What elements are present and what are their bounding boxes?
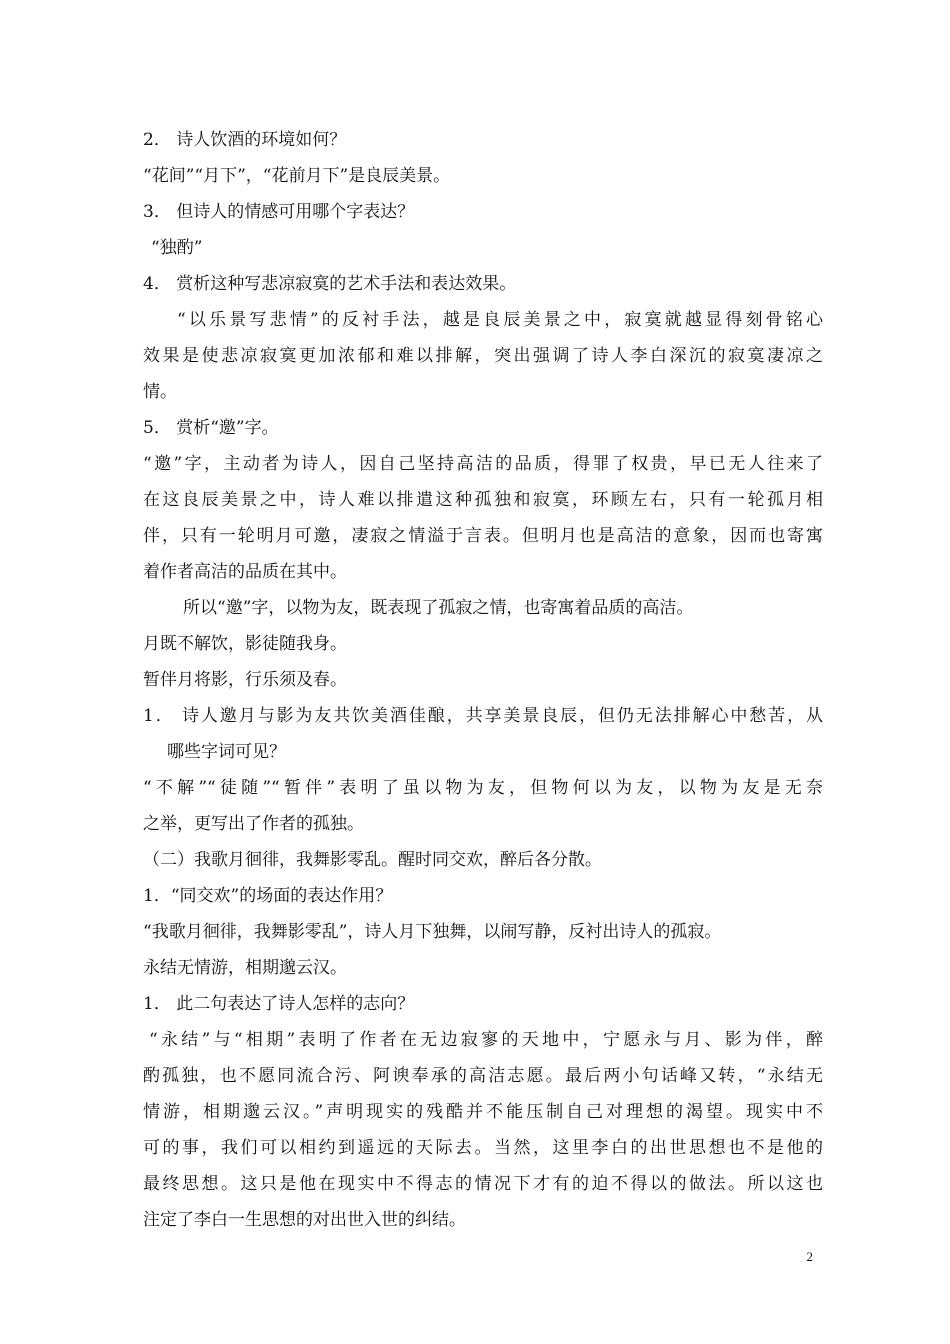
text-line: 所以“邀”字，以物为友，既表现了孤寂之情，也寄寓着品质的高洁。 [183, 598, 694, 618]
text-line: “以乐景写悲情”的反衬手法，越是良辰美景之中，寂寞就越显得刻骨铭心 [177, 310, 823, 330]
text-line: “邀”字，主动者为诗人，因自己坚持高洁的品质，得罪了权贵，早已无人往来了 [143, 454, 823, 474]
text-line: “独酌” [151, 238, 203, 258]
text-line: “花间”“月下”，“花前月下”是良辰美景。 [143, 166, 451, 186]
text-line: 在这良辰美景之中，诗人难以排遣这种孤独和寂寞，环顾左右，只有一轮孤月相 [143, 490, 823, 510]
text-line: 永结无情游，相期邈云汉。 [143, 958, 347, 978]
text-line: 伴，只有一轮明月可邀，凄寂之情溢于言表。但明月也是高洁的意象，因而也寄寓 [143, 526, 823, 546]
document-body [143, 122, 823, 1238]
text-line: 暂伴月将影，行乐须及春。 [143, 670, 347, 690]
text-line: 酌孤独，也不愿同流合污、阿谀奉承的高洁志愿。最后两小句话峰又转，“永结无 [143, 1066, 823, 1086]
text-line: 2． 诗人饮酒的环境如何？ [143, 130, 347, 150]
text-line: 效果是使悲凉寂寞更加浓郁和难以排解，突出强调了诗人李白深沉的寂寞凄凉之 [143, 346, 823, 366]
text-line: 情。 [143, 382, 177, 402]
text-line: 5． 赏析“邀”字。 [143, 418, 279, 438]
text-line: 1． 此二句表达了诗人怎样的志向？ [143, 994, 415, 1014]
text-line: 注定了李白一生思想的对出世入世的纠结。 [143, 1210, 466, 1230]
text-line: 4． 赏析这种写悲凉寂寞的艺术手法和表达效果。 [143, 274, 517, 294]
text-line: “我歌月徊徘，我舞影零乱”，诗人月下独舞，以闹写静，反衬出诗人的孤寂。 [143, 922, 722, 942]
text-line: 1． 诗人邀月与影为友共饮美酒佳酿，共享美景良辰，但仍无法排解心中愁苦，从 [143, 706, 823, 726]
text-line: 最终思想。这只是他在现实中不得志的情况下才有的迫不得以的做法。所以这也 [143, 1174, 823, 1194]
text-line: “不解”“徒随”“暂伴”表明了虽以物为友，但物何以为友，以物为友是无奈 [143, 778, 823, 798]
text-line: 情游，相期邈云汉。”声明现实的残酷并不能压制自己对理想的渴望。现实中不 [143, 1102, 823, 1122]
text-line: 着作者高洁的品质在其中。 [143, 562, 347, 582]
text-line: （二）我歌月徊徘，我舞影零乱。醒时同交欢，醉后各分散。 [143, 850, 602, 870]
text-line: 月既不解饮，影徒随我身。 [143, 634, 347, 654]
text-line: “永结”与“相期”表明了作者在无边寂寥的天地中，宁愿永与月、影为伴，醉 [149, 1030, 823, 1050]
text-line: 1．“同交欢”的场面的表达作用？ [143, 886, 393, 906]
text-line: 之举，更写出了作者的孤独。 [143, 814, 364, 834]
page-number: 2 [806, 1249, 813, 1264]
text-line: 哪些字词可见？ [167, 742, 286, 762]
text-line: 3． 但诗人的情感可用哪个字表达？ [143, 202, 415, 222]
text-line: 可的事，我们可以相约到遥远的天际去。当然，这里李白的出世思想也不是他的 [143, 1138, 823, 1158]
